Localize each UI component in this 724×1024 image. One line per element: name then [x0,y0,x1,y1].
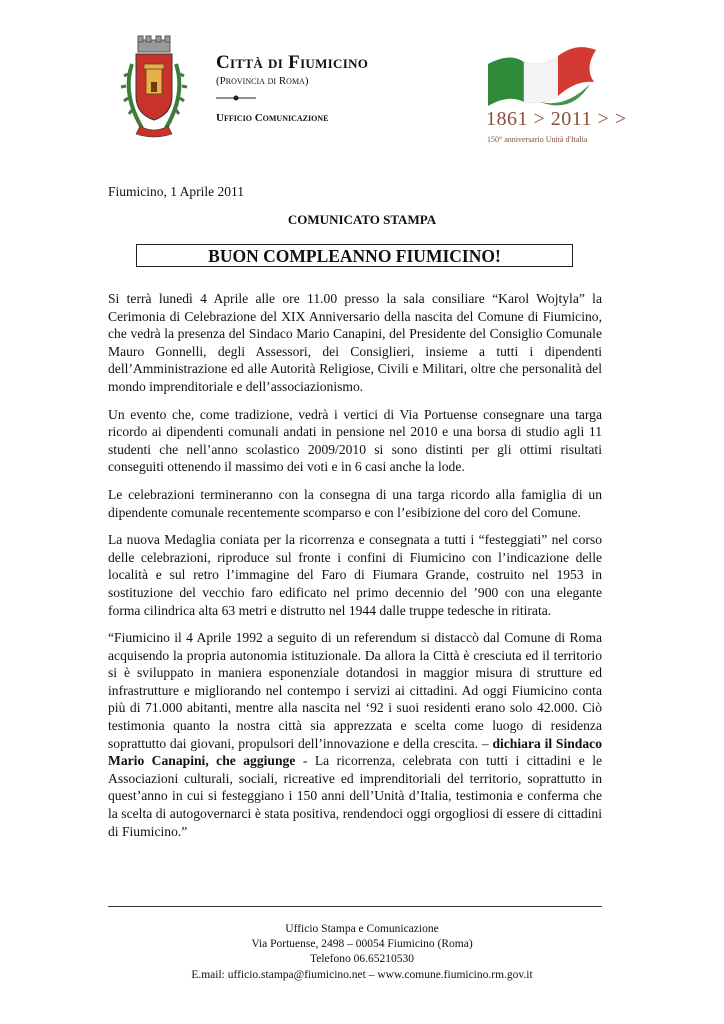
footer-divider [108,906,602,907]
paragraph-3: Le celebrazioni termineranno con la consegna di una targa ricordo alla famiglia di un dipendente comunale recentemente scomparso e con l’esibizione del coro del Comune. [108,486,602,520]
paragraph-2: Un evento che, come tradizione, vedrà i vertici di Via Portuense consegnare una targa ricordo ai dipendenti comunali andati in pensione nel 2010 e una borsa di studio agli 11 studenti che nell’anno scolastico 2009/2010 si sono distinti per gli ottimi risultati conseguiti ottenendo il massimo dei voti e in 6 casi anche la lode. [108,406,602,475]
document-body [108,290,602,850]
paragraph-1: Si terrà lunedì 4 Aprile alle ore 11.00 presso la sala consiliare “Karol Wojtyla” la Cerimonia di Celebrazione del XIX Anniversario della nascita del Comune di Fiumicino, che vedrà la presenza del Sindaco Mario Canapini, del Presidente del Consiglio Comunale Mauro Gonnelli, degli Assessori, dei Consiglieri, insieme a tutti i dipendenti dell’Amministrazione ed alle Autorità Religiose, Civili e Militari, oltre che personalità del mondo imprenditoriale e dell’associazionismo. [108,291,602,394]
footer [0,922,724,983]
ornament-divider [216,92,256,104]
city-title: Città di Fiumicino [216,52,369,73]
anniversary-years: 1861 > 2011 > > [486,108,627,130]
anniversary-subtitle: 150° anniversario Unità d'Italia [487,135,588,144]
quote-attribution: dichiara il Sindaco Mario Canapini, che aggiunge [108,735,602,769]
province-label: (Provincia di Roma) [216,75,309,87]
footer-phone: Telefono 06.65210530 [310,953,414,966]
city-crest-logo [118,34,190,140]
header-block [216,52,368,124]
office-label: Ufficio Comunicazione [216,112,329,124]
quote-part-1: “Fiumicino il 4 Aprile 1992 a seguito di un referendum si distaccò dal Comune di Roma acquisendo la propria autonomia istituzionale. Da allora la Città è cresciuta ed il territorio si è sviluppato in maniera esponenziale dotandosi in maggior misura di strutture ed infrastrutture e migliorando nel contempo i servizi ai cittadini. Ad oggi Fiumicino conta più di 71.000 abitanti, mentre alla nascita nel ‘92 i suoi residenti erano solo 42.000. Ciò testimonia quanto la nostra città sia apprezzata e scelta come luogo di residenza soprattutto dai giovani, propulsori dell’innovazione e della crescita. – [108,630,602,751]
press-release-label: COMUNICATO STAMPA [287,212,437,227]
dateline: Fiumicino, 1 Aprile 2011 [108,184,244,199]
footer-address: Via Portuense, 2498 – 00054 Fiumicino (Roma) [251,938,473,951]
quote-part-2: - La ricorrenza, celebrata con tutti i cittadini e le Associazioni culturali, sociali, ricreative ed imprenditoriali del territorio, soprattutto in quest’anno in cui si festeggiano i 150 anni dell’Unità d’Italia, testimonia e conferma che la scelta di autogovernarci è stata positiva, rendendoci oggi orgogliosi di essere di cittadini di Fiumicino.” [108,753,603,839]
paragraph-4: La nuova Medaglia coniata per la ricorrenza e consegnata a tutti i “festeggiati” nel corso delle celebrazioni, riproduce sul fronte i confini di Fiumicino con l’indicazione delle località e sul retro l’immagine del Faro di Fiumara Grande, costruito nel 1953 in sostituzione del vecchio faro edificato nel primo decennio del ’900 con una elegante forma cilindrica alta 63 metri e distrutto nel 1944 dalle truppe tedesche in ritirata. [108,532,602,618]
document-title: BUON COMPLEANNO FIUMICINO! [136,244,573,267]
footer-office: Ufficio Stampa e Comunicazione [285,923,439,935]
paragraph-5 [108,629,602,840]
footer-contacts: E.mail: ufficio.stampa@fiumicino.net – www.comune.fiumicino.rm.gov.it [191,968,533,981]
